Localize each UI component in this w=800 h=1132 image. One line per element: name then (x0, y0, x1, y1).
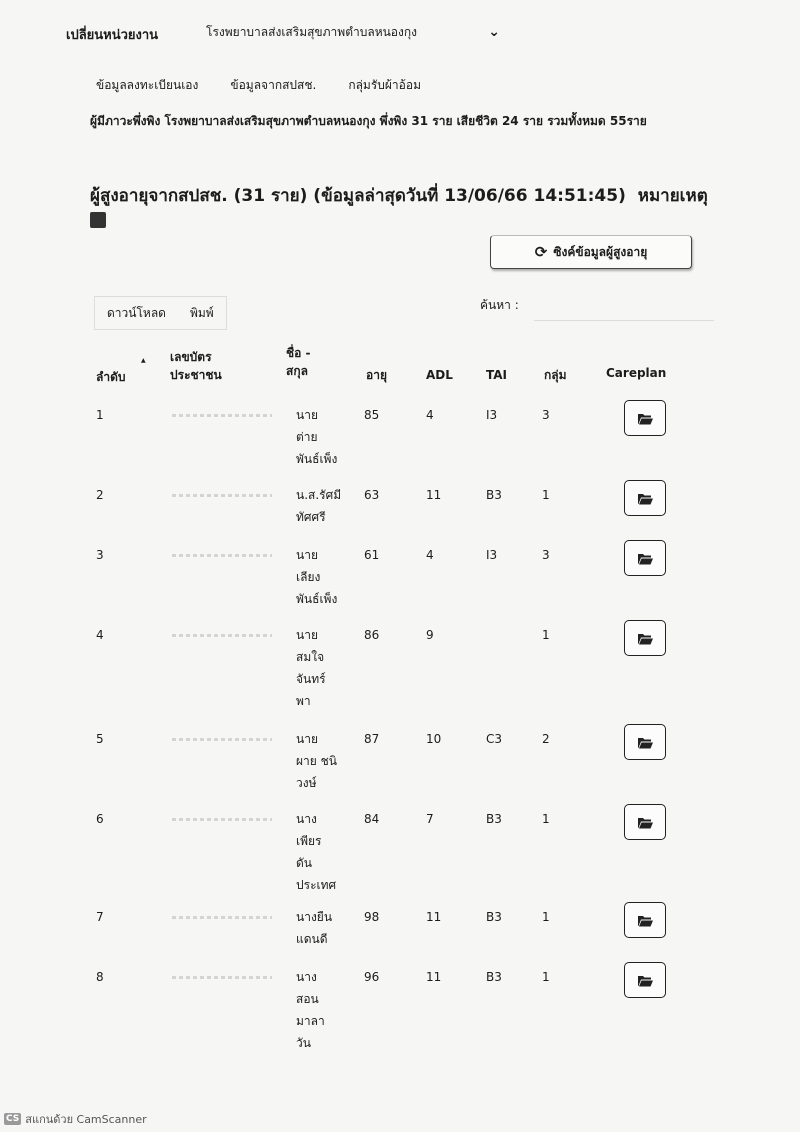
careplan-button[interactable] (624, 902, 666, 938)
row-age: 87 (364, 732, 380, 746)
sort-indicator-icon: ▲ (141, 357, 146, 364)
row-name-line: พา (296, 694, 311, 708)
print-button[interactable]: พิมพ์ (189, 305, 214, 320)
sync-elderly-button[interactable] (490, 235, 692, 269)
row-name-line: ประเทศ (296, 878, 337, 892)
folder-open-icon (637, 492, 653, 505)
sync-icon: ⟳ (534, 243, 548, 261)
row-group: 3 (542, 408, 550, 422)
row-name (296, 728, 337, 794)
col-header-tai[interactable]: TAI (486, 368, 508, 382)
row-name (296, 966, 325, 1054)
row-name (296, 484, 341, 528)
unit-select-value: โรงพยาบาลส่งเสริมสุขภาพตำบลหนองกุง (206, 24, 417, 39)
row-tai: I3 (486, 408, 498, 422)
export-buttons (94, 296, 227, 330)
redacted-id (172, 414, 272, 417)
row-name-line: นาย (296, 408, 318, 422)
row-tai: B3 (486, 910, 502, 924)
careplan-button[interactable] (624, 962, 666, 998)
row-name (296, 808, 336, 896)
row-name-line: สมใจ (296, 650, 325, 664)
row-name-line: วงษ์ (296, 776, 317, 790)
row-adl: 7 (426, 812, 434, 826)
row-name-line: ทัศศรี (296, 510, 326, 524)
unit-label: เปลี่ยนหน่วยงาน (66, 28, 159, 43)
redacted-id (172, 976, 272, 979)
scanner-text: สแกนด้วย CamScanner (25, 1113, 147, 1126)
row-age: 61 (364, 548, 380, 562)
row-adl: 9 (426, 628, 434, 642)
row-name-line: แดนดี (296, 932, 328, 946)
row-adl: 11 (426, 970, 442, 984)
col-header-order[interactable]: ลำดับ (96, 370, 126, 384)
row-name-line: เลียง (296, 570, 321, 584)
tab-self-registered[interactable]: ข้อมูลลงทะเบียนเอง (96, 78, 199, 92)
row-group: 2 (542, 732, 550, 746)
row-name-line: ดัน (296, 856, 312, 870)
row-name-line: จันทร์ (296, 672, 326, 686)
row-order: 5 (96, 732, 104, 746)
row-group: 1 (542, 488, 550, 502)
row-group: 1 (542, 910, 550, 924)
redacted-id (172, 554, 272, 557)
folder-open-icon (637, 552, 653, 565)
row-tai: B3 (486, 488, 502, 502)
row-name-line: นาย (296, 628, 318, 642)
section-title: ผู้สูงอายุจากสปสช. (31 ราย) (90, 186, 308, 206)
tab-diaper-group[interactable]: กลุ่มรับผ้าอ้อม (348, 78, 421, 92)
col-header-age[interactable]: อายุ (366, 368, 387, 382)
redacted-id (172, 916, 272, 919)
row-name-line: วัน (296, 1036, 311, 1050)
row-adl: 11 (426, 910, 442, 924)
row-name (296, 624, 326, 712)
row-order: 4 (96, 628, 104, 642)
row-age: 86 (364, 628, 380, 642)
folder-open-icon (637, 412, 653, 425)
section-heading (90, 184, 710, 232)
note-label: หมายเหตุ (637, 186, 708, 206)
redacted-id (172, 738, 272, 741)
row-name-line: นาง (296, 970, 317, 984)
row-order: 1 (96, 408, 104, 422)
row-order: 2 (96, 488, 104, 502)
careplan-button[interactable] (624, 620, 666, 656)
row-age: 85 (364, 408, 380, 422)
row-tai: B3 (486, 812, 502, 826)
row-name-line: ต่าย (296, 430, 318, 444)
row-name-line: เพียร (296, 834, 322, 848)
row-order: 8 (96, 970, 104, 984)
unit-select[interactable] (206, 20, 506, 44)
folder-open-icon (637, 736, 653, 749)
row-adl: 11 (426, 488, 442, 502)
row-name-line: นาย (296, 548, 318, 562)
row-tai: I3 (486, 548, 498, 562)
folder-open-icon (637, 816, 653, 829)
row-name-line: สอน (296, 992, 319, 1006)
row-name (296, 544, 337, 610)
row-order: 3 (96, 548, 104, 562)
row-adl: 10 (426, 732, 442, 746)
row-tai: B3 (486, 970, 502, 984)
note-icon[interactable] (90, 212, 106, 228)
row-group: 1 (542, 628, 550, 642)
folder-open-icon (637, 632, 653, 645)
col-header-name-line1: ชื่อ - (286, 346, 311, 360)
row-name-line: นาง (296, 812, 317, 826)
careplan-button[interactable] (624, 400, 666, 436)
chevron-down-icon: ⌄ (488, 24, 500, 40)
folder-open-icon (637, 914, 653, 927)
row-group: 3 (542, 548, 550, 562)
row-age: 96 (364, 970, 380, 984)
row-group: 1 (542, 812, 550, 826)
row-age: 98 (364, 910, 380, 924)
row-adl: 4 (426, 408, 434, 422)
row-age: 84 (364, 812, 380, 826)
row-name-line: น.ส.รัศมี (296, 488, 342, 502)
folder-open-icon (637, 974, 653, 987)
row-name-line: นาย (296, 732, 318, 746)
search-input[interactable] (534, 292, 714, 321)
row-name-line: พันธ์เพ็ง (296, 452, 338, 466)
careplan-button[interactable] (624, 480, 666, 516)
redacted-id (172, 634, 272, 637)
careplan-button[interactable] (624, 724, 666, 760)
redacted-id (172, 494, 272, 497)
search-label: ค้นหา : (480, 298, 519, 312)
tab-nhso[interactable]: ข้อมูลจากสปสช. (230, 78, 317, 92)
col-header-id-line1: เลขบัตร (170, 350, 212, 364)
col-header-group[interactable]: กลุ่ม (544, 368, 567, 382)
row-group: 1 (542, 970, 550, 984)
row-name-line: มาลา (296, 1014, 325, 1028)
download-button[interactable]: ดาวน์โหลด (107, 305, 166, 320)
row-name-line: ผาย ชนิ (296, 754, 337, 768)
redacted-id (172, 818, 272, 821)
row-name-line: นางยืน (296, 910, 333, 924)
scanner-watermark (4, 1110, 147, 1128)
col-header-careplan[interactable]: Careplan (606, 366, 667, 380)
careplan-button[interactable] (624, 540, 666, 576)
row-order: 7 (96, 910, 104, 924)
camscanner-logo: CS (6, 1114, 20, 1124)
col-header-id-line2: ประชาชน (170, 368, 222, 382)
col-header-adl[interactable]: ADL (426, 368, 453, 382)
col-header-name-line2: สกุล (286, 364, 308, 378)
summary-text: ผู้มีภาวะพึ่งพิง โรงพยาบาลส่งเสริมสุขภาพตำบลหนองกุง พึ่งพิง 31 ราย เสียชีวิต 24 ราย รวมทั้งหมด 55ราย (90, 114, 647, 128)
row-name (296, 404, 337, 470)
last-updated: (ข้อมูลล่าสุดวันที่ 13/06/66 14:51:45) (313, 186, 626, 206)
row-name (296, 906, 332, 950)
sync-label: ซิงค์ข้อมูลผู้สูงอายุ (553, 244, 648, 259)
tab-bar (96, 76, 421, 95)
row-name-line: พันธ์เพ็ง (296, 592, 338, 606)
col-header-name[interactable] (286, 344, 311, 380)
row-order: 6 (96, 812, 104, 826)
careplan-button[interactable] (624, 804, 666, 840)
col-header-id[interactable] (170, 348, 222, 384)
row-age: 63 (364, 488, 380, 502)
row-tai: C3 (486, 732, 503, 746)
row-adl: 4 (426, 548, 434, 562)
